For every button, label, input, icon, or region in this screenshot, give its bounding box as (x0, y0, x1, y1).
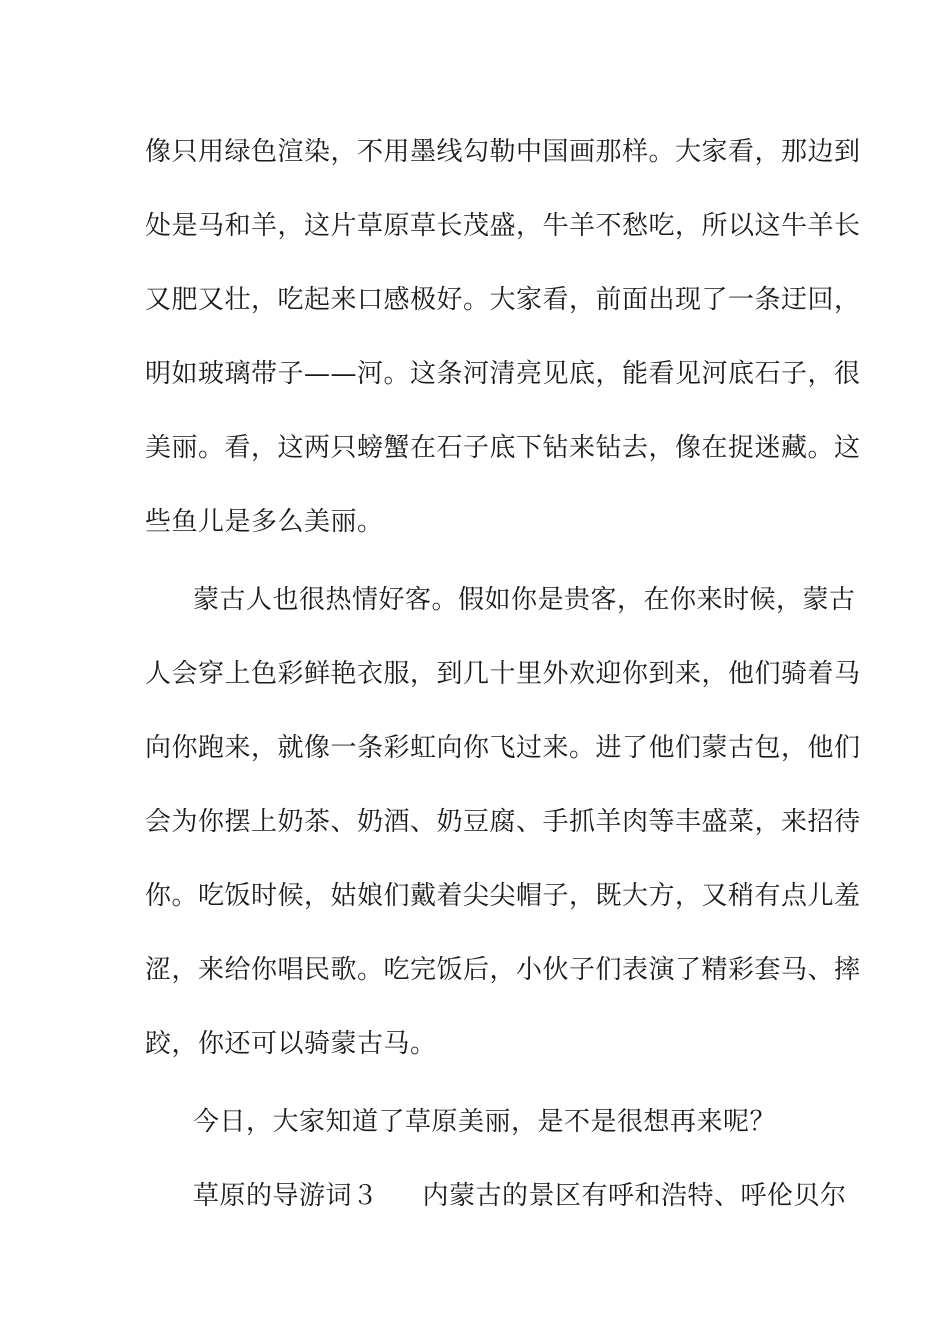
text-line: 些鱼儿是多么美丽。 (145, 507, 384, 537)
text-line: 涩，来给你唱民歌。吃完饭后，小伙子们表演了精彩套马、摔 (145, 955, 861, 985)
text-line: 又肥又壮，吃起来口感极好。大家看，前面出现了一条迂回， (145, 285, 861, 315)
text-line: 处是马和羊，这片草原草长茂盛，牛羊不愁吃，所以这牛羊长 (145, 211, 861, 241)
text-line: 今日，大家知道了草原美丽，是不是很想再来呢？ (193, 1107, 777, 1137)
text-line: 蒙古人也很热情好客。假如你是贵客，在你来时候，蒙古 (193, 585, 856, 615)
text-line: 向你跑来，就像一条彩虹向你飞过来。进了他们蒙古包，他们 (145, 733, 861, 763)
text-line: 会为你摆上奶茶、奶酒、奶豆腐、手抓羊肉等丰盛菜，来招待 (145, 807, 861, 837)
section-heading-text: 内蒙古的景区有呼和浩特、呼伦贝尔 (422, 1181, 847, 1211)
section-heading-line (193, 1181, 858, 1211)
text-line: 明如玻璃带子——河。这条河清亮见底，能看见河底石子，很 (145, 359, 861, 389)
text-line: 跤，你还可以骑蒙古马。 (145, 1029, 437, 1059)
text-line: 美丽。看，这两只螃蟹在石子底下钻来钻去，像在捉迷藏。这 (145, 433, 861, 463)
section-heading-label: 草原的导游词３ (193, 1181, 379, 1211)
text-line: 像只用绿色渲染，不用墨线勾勒中国画那样。大家看，那边到 (145, 137, 861, 167)
text-line: 人会穿上色彩鲜艳衣服，到几十里外欢迎你到来，他们骑着马 (145, 659, 861, 689)
text-line: 你。吃饭时候，姑娘们戴着尖尖帽子，既大方，又稍有点儿羞 (145, 881, 861, 911)
